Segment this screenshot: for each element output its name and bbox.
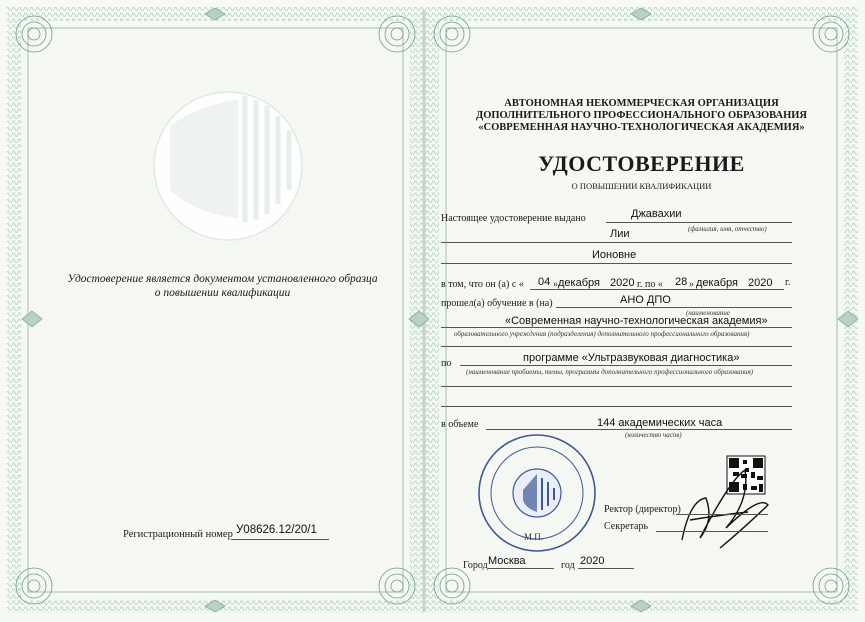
org-line-1: АВТОНОМНАЯ НЕКОММЕРЧЕСКАЯ ОРГАНИЗАЦИЯ — [504, 98, 779, 109]
document-subtitle: О ПОВЫШЕНИИ КВАЛИФИКАЦИИ — [571, 181, 712, 191]
statement-line-1: Удостоверение является документом установленного образца — [67, 273, 378, 285]
trained-label: прошел(а) обучение в (на) — [441, 298, 553, 309]
left-statement — [40, 272, 405, 300]
end-day: 28 — [675, 276, 688, 288]
org-line-3: «СОВРЕМЕННАЯ НАУЧНО-ТЕХНОЛОГИЧЕСКАЯ АКАДЕМИЯ» — [478, 122, 805, 133]
document-title: УДОСТОВЕРЕНИЕ — [538, 151, 745, 176]
program-hint: (наименование пробаемы, темы, программы дополнительного профессионального образования) — [466, 368, 754, 376]
end-year: 2020 — [748, 277, 773, 289]
start-month: декабря — [558, 277, 600, 289]
start-day-quote: » — [553, 279, 558, 290]
start-year: 2020 — [610, 277, 635, 289]
volume-value: 144 академических часа — [597, 417, 723, 429]
name-hint: (фамилия, имя, отчество) — [688, 225, 767, 233]
patronymic-value: Ионовне — [592, 249, 637, 261]
watermark-logo — [154, 92, 302, 240]
program-value: программе «Ультразвуковая диагностика» — [523, 352, 740, 364]
org-line-2: ДОПОЛНИТЕЛЬНОГО ПРОФЕССИОНАЛЬНОГО ОБРАЗОВАНИЯ — [476, 110, 807, 121]
year-suffix-2: г. — [785, 277, 791, 288]
institution-hint: (наименование — [686, 309, 730, 317]
first-name-value: Лии — [610, 228, 630, 240]
institution-full: «Современная научно-технологическая академия» — [505, 315, 768, 327]
reg-number-value: У08626.12/20/1 — [236, 524, 317, 536]
institution-short: АНО ДПО — [620, 294, 671, 306]
period-prefix: в том, что он (а) с « — [441, 279, 524, 290]
secretary-label: Секретарь — [604, 521, 649, 532]
by-label: по — [441, 358, 452, 369]
year-suffix-1: г. по « — [637, 279, 663, 290]
issued-label: Настоящее удостоверение выдано — [441, 213, 586, 224]
volume-hint: (количество часов) — [625, 431, 682, 439]
surname-value: Джавахии — [631, 208, 682, 220]
year-value: 2020 — [580, 555, 605, 567]
stamp-mp-label: М.П. — [524, 532, 544, 542]
volume-label: в объеме — [441, 419, 479, 430]
year-label: год — [561, 560, 575, 571]
reg-number-label: Регистрационный номер — [123, 529, 233, 540]
end-month: декабря — [696, 277, 738, 289]
statement-line-2: о повышении квалификации — [154, 287, 291, 299]
start-day: 04 — [538, 276, 551, 288]
city-label: Город — [463, 560, 488, 571]
org-header — [446, 98, 837, 134]
rector-label: Ректор (директор) — [604, 504, 681, 515]
institution-hint-2: образовательного учреждения (подразделения) дополнительного профессионального образования) — [454, 330, 750, 338]
city-value: Москва — [488, 555, 526, 567]
end-day-quote: » — [689, 279, 694, 290]
